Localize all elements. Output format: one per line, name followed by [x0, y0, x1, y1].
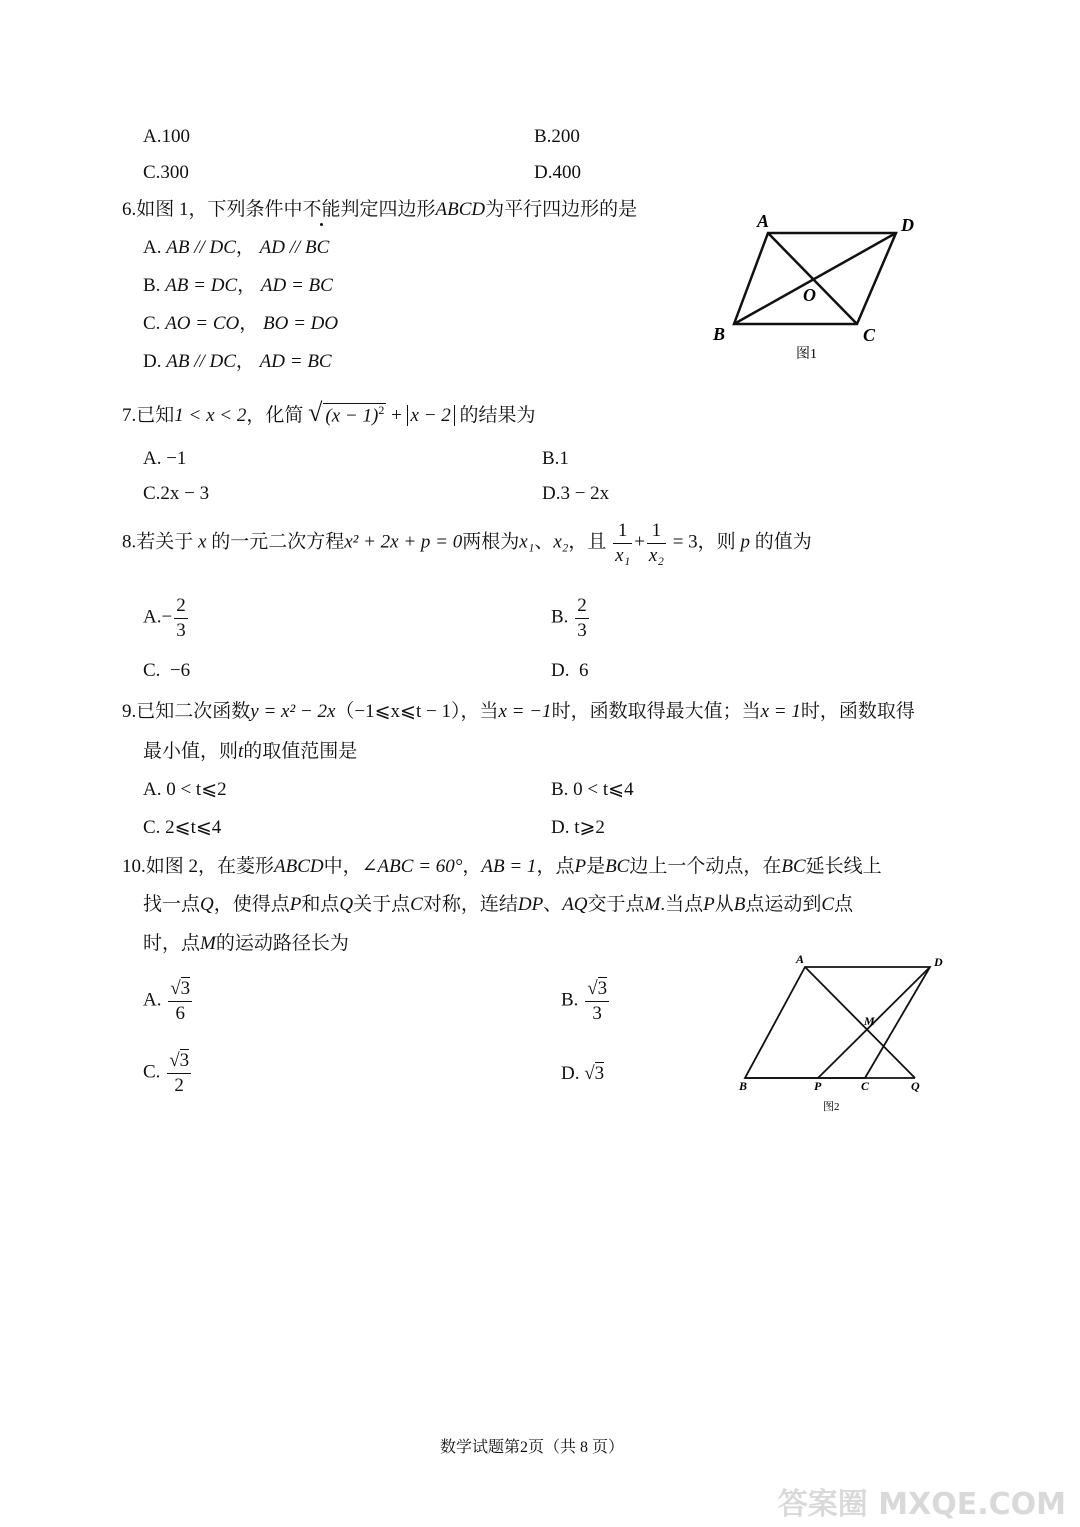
fig1-label-o: O	[803, 285, 816, 305]
q7-option-b: B.1	[542, 448, 569, 469]
fig1-label-a: A	[757, 211, 770, 231]
q6-stem: 6.如图 1，下列条件中不能判定四边形ABCD为平行四边形的是	[122, 199, 638, 220]
q6-emphasis: 不能	[302, 199, 341, 220]
watermark: 答案圈 MXQE.COM	[777, 1487, 1066, 1522]
q9-option-d: D. t⩾2	[551, 817, 605, 838]
q10-stem-line1: 10.如图 2，在菱形ABCD中，∠ABC = 60°，AB = 1，点P是BC边上一个动点，在BC延长线上	[122, 856, 882, 877]
q9-stem-line2: 最小值，则t的取值范围是	[143, 741, 358, 762]
q5-option-d: D.400	[534, 162, 581, 183]
fig2-label-b: B	[739, 1079, 748, 1093]
fig2-caption: 图2	[823, 1101, 840, 1113]
q8-option-d: D. 6	[551, 660, 589, 681]
q7-option-d: D.3 − 2x	[542, 483, 610, 504]
q7-option-a: A. −1	[143, 448, 187, 469]
q10-stem-line3: 时，点M的运动路径长为	[143, 933, 349, 954]
q9-option-b: B. 0 < t⩽4	[551, 779, 634, 800]
q10-option-b: B. $\frac{√3}{3}$	[561, 978, 608, 1024]
q10-stem-line2: 找一点Q，使得点P和点Q关于点C对称，连结DP、AQ交于点M.当点P从B点运动到C点	[143, 894, 854, 915]
q10-option-a: A. $\frac{√3}{6}$	[143, 978, 191, 1024]
q9-option-a: A. 0 < t⩽2	[143, 779, 227, 800]
figure-1	[700, 205, 930, 370]
q7-stem: 7.已知1 < x < 2，化简 √ $(x - 1)^2 + x - 2$ 的结果为	[122, 398, 536, 427]
q10-option-c: C. $\frac{√3}{2}$	[143, 1050, 190, 1096]
fig1-label-d: D	[901, 215, 914, 235]
q6-option-c: C. AO = CO， BO = DO	[143, 313, 339, 334]
q8-option-a: A.− $\frac{2}{3}$	[143, 595, 186, 641]
q9-option-c: C. 2⩽t⩽4	[143, 817, 222, 838]
q5-option-c: C.300	[143, 162, 189, 183]
fig2-label-d: D	[934, 955, 943, 969]
fig2-label-p: P	[814, 1079, 822, 1093]
q8-option-b: B. $\frac{2}{3}$	[551, 595, 587, 641]
q7-option-c: C.2x − 3	[143, 483, 210, 504]
fig1-label-c: C	[863, 325, 876, 345]
fig1-label-b: B	[713, 324, 726, 344]
fig2-label-m: M	[864, 1014, 875, 1028]
fig2-label-q: Q	[911, 1079, 920, 1093]
q9-stem-line1: 9.已知二次函数y = x² − 2x（−1⩽x⩽t − 1），当x = −1时，函数取得最大值；当x = 1时，函数取得	[122, 701, 915, 722]
q5-option-a: A.100	[143, 126, 190, 147]
q8-stem: 8.若关于 x 的一元二次方程x² + 2x + p = 0两根为x₁、x₂，且 $\frac{1}{\text{x₁}}$ + $\frac{1}{\text{x₂}}$ = 3，则 p 的值为	[122, 520, 812, 566]
q5-option-b: B.200	[534, 126, 580, 147]
fig2-label-c: C	[861, 1079, 870, 1093]
page-footer: 数学试题第2页（共 8 页）	[440, 1439, 625, 1456]
q6-option-d: D. AB // DC， AD = BC	[143, 351, 332, 372]
fig1-caption: 图1	[796, 347, 817, 362]
q10-option-d: D. √3	[561, 1063, 605, 1084]
q8-option-c: C. −6	[143, 660, 191, 681]
figure-2	[730, 950, 960, 1115]
q6-option-a: A. AB // DC， AD // BC	[143, 237, 330, 258]
q6-option-b: B. AB = DC， AD = BC	[143, 275, 333, 296]
fig2-label-a: A	[796, 952, 805, 966]
